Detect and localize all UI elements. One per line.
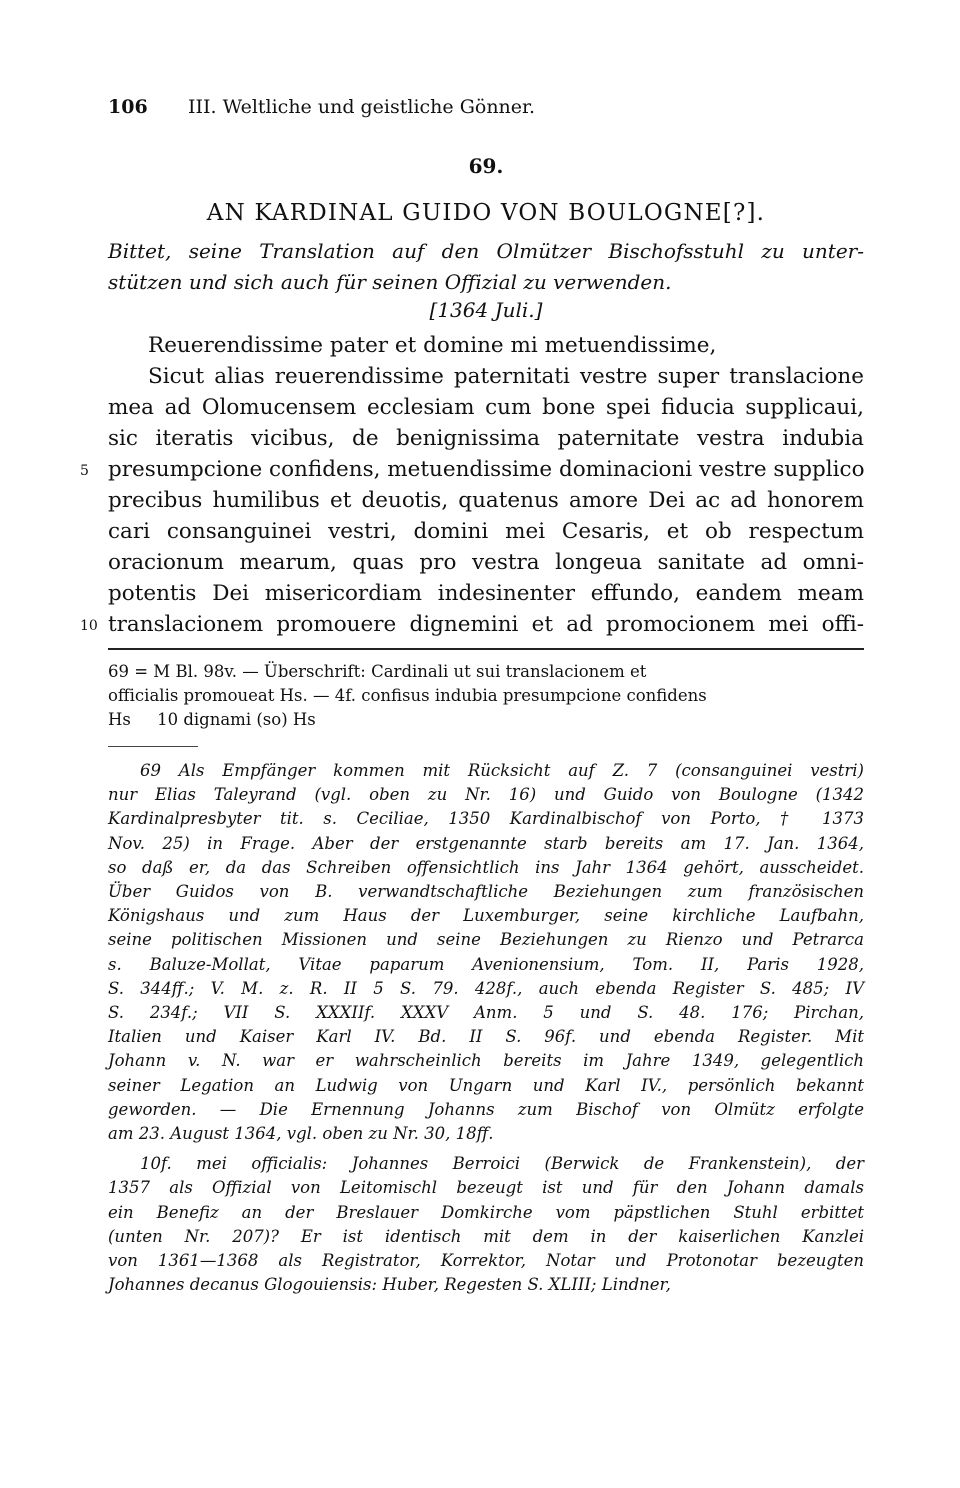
apparatus-line: officialis promoueat Hs. — 4f. confisus indubia presumpcione confidens (108, 686, 707, 705)
apparatus-line: 69 = M Bl. 98v. — Überschrift: Cardinali ut sui translacionem et (108, 662, 647, 681)
text-line (108, 485, 864, 516)
line-text: Sicut alias reuerendissime paternitati vestre super translacione (148, 364, 864, 389)
note-line: Über Guidos von B. verwandtschaftliche Beziehungen zum französischen (108, 882, 864, 902)
note-line: von 1361—1368 als Registrator, Korrektor, Notar und Protonotar bezeugten (108, 1251, 864, 1271)
note-line: 1357 als Offizial von Leitomischl bezeugt ist und für den Johann damals (108, 1178, 864, 1198)
note-line: Italien und Kaiser Karl IV. Bd. II S. 96f. und ebenda Register. Mit (108, 1027, 864, 1047)
note-line: (unten Nr. 207)? Er ist identisch mit dem in der kaiserlichen Kanzlei (108, 1226, 864, 1246)
text-line (108, 547, 864, 578)
line-number: 5 (80, 463, 89, 479)
text-line (108, 578, 864, 609)
apparatus-rule (108, 648, 864, 650)
text-line (108, 392, 864, 423)
note-line: Johann v. N. war er wahrscheinlich bereits im Jahre 1349, gelegentlich (108, 1051, 864, 1071)
note-line: 69 Als Empfänger kommen mit Rücksicht auf Z. 7 (consanguinei vestri) (140, 761, 864, 780)
letter-summary (108, 236, 864, 298)
line-text: mea ad Olomucensem ecclesiam cum bone spei fiducia supplicaui, (108, 395, 864, 420)
note-line: geworden. — Die Ernennung Johanns zum Bischof von Olmütz erfolgte (108, 1099, 864, 1119)
line-text: precibus humilibus et deuotis, quatenus amore Dei ac ad honorem (108, 488, 864, 513)
salutation: Reuerendissime pater et domine mi metuendissime, (148, 333, 717, 358)
critical-apparatus (108, 660, 864, 732)
running-title: III. Weltliche und geistliche Gönner. (188, 96, 536, 118)
note-line: S. 344ff.; V. M. z. R. II 5 S. 79. 428f., auch ebenda Register S. 485; IV (108, 978, 864, 998)
line-text: potentis Dei misericordiam indesinenter effundo, eandem meam (108, 581, 864, 606)
document-page (80, 96, 865, 1297)
note-line: Kardinalpresbyter tit. s. Ceciliae, 1350 Kardinalbischof von Porto, † 1373 (108, 809, 864, 829)
commentary-notes (108, 759, 864, 1297)
page-number: 106 (108, 96, 148, 118)
line-text: sic iteratis vicibus, de benignissima paternitate vestra indubia (108, 426, 864, 451)
summary-line: stützen und sich auch für seinen Offizial zu verwenden. (108, 270, 672, 294)
note-line: s. Baluze-Mollat, Vitae paparum Avenionensium, Tom. II, Paris 1928, (108, 954, 864, 974)
text-line (108, 423, 864, 454)
note-line: Königshaus und zum Haus der Luxemburger, seine kirchliche Laufbahn, (108, 906, 864, 926)
note-line: nur Elias Taleyrand (vgl. oben zu Nr. 16) und Guido von Boulogne (1342 (108, 785, 864, 805)
line-text: oracionum mearum, quas pro vestra longeua sanitate ad omni- (108, 550, 864, 575)
text-line (80, 454, 865, 485)
line-text: presumpcione confidens, metuendissime dominacioni vestre supplico (108, 457, 865, 482)
note-line: am 23. August 1364, vgl. oben zu Nr. 30, 18ff. (108, 1124, 494, 1144)
note-line: Johannes decanus Glogouiensis: Huber, Regesten S. XLIII; Lindner, (108, 1275, 671, 1295)
page-header (108, 96, 864, 126)
note-line: Nov. 25) in Frage. Aber der erstgenannte starb bereits am 17. Jan. 1364, (108, 833, 864, 853)
text-line (108, 516, 864, 547)
summary-line: Bittet, seine Translation auf den Olmützer Bischofsstuhl zu unter- (108, 239, 864, 263)
line-text: cari consanguinei vestri, domini mei Cesaris, et ob respectum (108, 519, 864, 544)
notes-rule (108, 746, 198, 747)
line-number: 10 (80, 618, 98, 634)
text-line (108, 361, 864, 392)
note-line: seiner Legation an Ludwig von Ungarn und Karl IV., persönlich bekannt (108, 1075, 864, 1095)
letter-date: [1364 Juli.] (429, 298, 543, 322)
letter-number: 69. (468, 154, 504, 178)
note-line: S. 234f.; VII S. XXXIIf. XXXV Anm. 5 und S. 48. 176; Pirchan, (108, 1003, 864, 1023)
note-line: 10f. mei officialis: Johannes Berroici (Berwick de Frankenstein), der (140, 1154, 864, 1174)
apparatus-line: Hs 10 dignami (so) Hs (108, 710, 316, 729)
letter-title: AN KARDINAL GUIDO VON BOULOGNE[?]. (206, 200, 766, 226)
letter-body (80, 330, 865, 640)
note-line: ein Benefiz an der Breslauer Domkirche vom päpstlichen Stuhl erbittet (108, 1202, 864, 1222)
text-line (80, 609, 864, 640)
note-line: so daß er, da das Schreiben offensichtlich ins Jahr 1364 gehört, ausscheidet. (108, 857, 864, 877)
line-text: translacionem promouere dignemini et ad promocionem mei offi- (108, 612, 864, 637)
note-line: seine politischen Missionen und seine Beziehungen zu Rienzo und Petrarca (108, 930, 864, 950)
